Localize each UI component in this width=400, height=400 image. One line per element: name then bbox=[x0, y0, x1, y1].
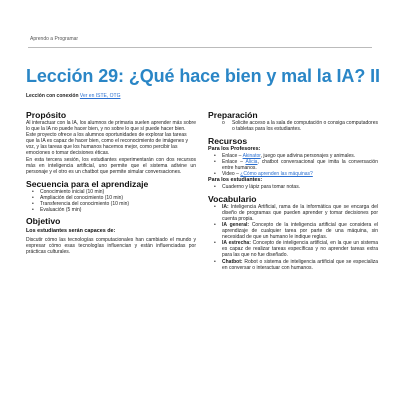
list-item: • Video – ¿Cómo aprenden las máquinas? bbox=[214, 170, 313, 177]
list-item: • Chatbot: Robot o sistema de inteligencia artificial que se especializa en conversar o interactuar con humanos. bbox=[214, 258, 378, 271]
vocabulario-heading: Vocabulario bbox=[208, 193, 257, 204]
secuencia-heading: Secuencia para el aprendizaje bbox=[26, 178, 149, 189]
list-item: • IA estrecha: Concepto de inteligencia artificial, en la que un sistema es capaz de realizar tareas específicas y no aprender tareas extra para las que no fue diseñado. bbox=[214, 240, 379, 259]
list-item: o Solicite acceso a la sala de computación o consiga computadores o tabletas para los estudiantes. bbox=[222, 120, 378, 133]
objetivo-subheading: Los estudiantes serán capaces de: bbox=[26, 228, 116, 235]
list-item: • IA general: Concepto de la inteligencia artificial que considera el aprendizaje de cualquier tarea por parte de una máquina, sin necesidad de que un humano le indique reglas. bbox=[214, 221, 378, 241]
akinator-link[interactable]: Akinator bbox=[242, 152, 261, 159]
objetivo-text: Discutir cómo las tecnologías computacionales han cambiado el mundo y expresar cómo esas tecnologías influencian y están influenciadas por prácticas culturales. bbox=[26, 236, 196, 255]
connection-label: Lección con conexión bbox=[26, 93, 79, 99]
estudiantes-list bbox=[208, 184, 378, 190]
lesson-title: Lección 29: ¿Qué hace bien y mal la IA? II bbox=[26, 66, 380, 86]
preparacion-heading: Preparación bbox=[208, 110, 258, 120]
proposito-paragraph-1: Al interactuar con la IA, los alumnos de primaria suelen aprender más sobre lo que la IA no puede hacer bien, y no sobre lo que sí puede hacer bien. bbox=[26, 120, 196, 133]
list-item: • Enlace – Akinator, juego que adivina personajes y animales. bbox=[214, 152, 356, 159]
left-column bbox=[26, 110, 196, 255]
connection-line bbox=[26, 93, 120, 99]
list-item: • IA: Inteligencia Artificial, rama de la informática que se encarga del diseño de programas que pueden aprender y tomar decisiones por cuenta propia. bbox=[214, 203, 378, 222]
list-item: • Evaluación (5 min) bbox=[32, 207, 82, 214]
secuencia-list bbox=[26, 189, 196, 213]
list-item: • Conocimiento inicial (10 min) bbox=[32, 188, 105, 195]
list-item: • Enlace – Alicia, chatbot conversacional que imita la conversación entre humanos. bbox=[214, 158, 378, 171]
video-link[interactable]: ¿Cómo aprenden las máquinas? bbox=[240, 170, 313, 177]
proposito-heading: Propósito bbox=[26, 110, 67, 120]
header-text: Aprendo a Programar bbox=[30, 36, 79, 42]
list-item: • Ampliación del conocimiento (10 min) bbox=[32, 194, 124, 201]
right-column bbox=[208, 110, 378, 271]
list-item: • Cuaderno y lápiz para tomar notas. bbox=[214, 183, 301, 190]
profesores-list bbox=[208, 153, 378, 177]
recursos-heading: Recursos bbox=[208, 136, 248, 147]
connection-link[interactable]: Ver en ISTE, OTG bbox=[79, 93, 121, 99]
estudiantes-label: Para los estudiantes: bbox=[208, 177, 263, 184]
preparacion-list bbox=[208, 120, 378, 132]
header-divider bbox=[28, 47, 372, 48]
proposito-paragraph-3: En esta tercera sesión, los estudiantes experimentarán con dos recursos más en inteligencia artificial, uno permite que el sistema adivine un personaje y el otro es un chatbot que permite simular conversaciones. bbox=[26, 156, 196, 175]
list-item: • Transferencia del conocimiento (10 min) bbox=[32, 201, 130, 208]
alicia-link[interactable]: Alicia bbox=[245, 158, 258, 165]
vocabulario-list bbox=[208, 204, 378, 271]
objetivo-heading: Objetivo bbox=[26, 216, 61, 227]
profesores-label: Para los Profesores: bbox=[208, 146, 261, 153]
proposito-paragraph-2: Este proyecto ofrece a los alumnos oportunidades de explorar las tareas que la IA es capaz de hacer bien, como el reconocimiento de imágenes y voz, y las tareas que los humanos hacemos mejor, como percibir las emociones o tomar decisiones éticas. bbox=[26, 132, 189, 157]
